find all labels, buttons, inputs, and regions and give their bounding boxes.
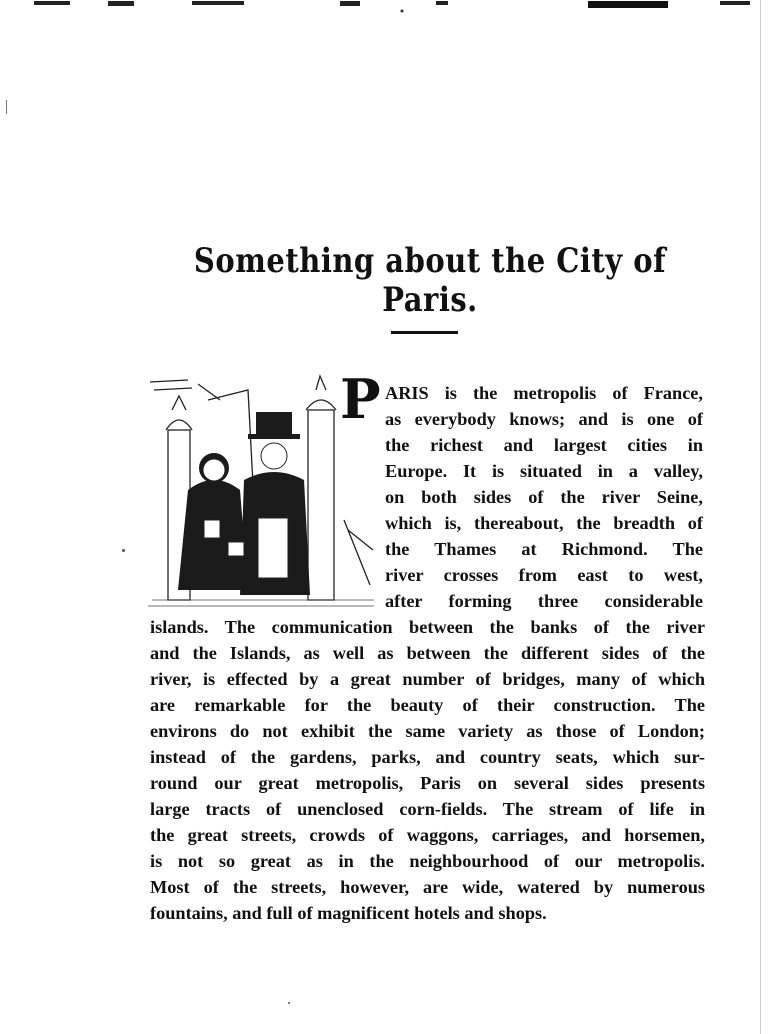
paragraph-line: the great streets, crowds of waggons, carriages, and horsemen, <box>150 825 705 845</box>
paragraph-line: is not so great as in the neighbourhood of our metropolis. <box>150 851 705 871</box>
paragraph-line: after forming three considerable <box>385 591 703 611</box>
paragraph-line: instead of the gardens, parks, and country seats, which sur- <box>150 747 705 767</box>
paragraph-line: which is, thereabout, the breadth of <box>385 513 703 533</box>
top-bleed-through <box>0 0 769 14</box>
paragraph-line: and the Islands, as well as between the different sides of the <box>150 643 705 663</box>
paragraph-line: as everybody knows; and is one of <box>385 409 703 429</box>
paragraph-line: round our great metropolis, Paris on several sides presents <box>150 773 705 793</box>
page-edge-line <box>760 0 761 1034</box>
paragraph-line: ARIS is the metropolis of France, <box>385 383 703 403</box>
paragraph-line: large tracts of unenclosed corn-fields. The stream of life in <box>150 799 705 819</box>
ink-speck <box>122 549 125 552</box>
margin-mark <box>6 100 7 114</box>
paragraph-line: on both sides of the river Seine, <box>385 487 703 507</box>
paragraph-line: the Thames at Richmond. The <box>385 539 703 559</box>
chapter-title: Something about the City of Paris. <box>193 240 667 320</box>
title-divider <box>391 331 458 334</box>
paragraph-line: fountains, and full of magnificent hotels and shops. <box>150 903 547 923</box>
paragraph-line: the richest and largest cities in <box>385 435 703 455</box>
drop-cap: P <box>340 367 381 431</box>
paragraph-line: islands. The communication between the banks of the river <box>150 617 705 637</box>
paragraph-line: Most of the streets, however, are wide, watered by numerous <box>150 877 705 897</box>
paragraph-line: Europe. It is situated in a valley, <box>385 461 703 481</box>
paragraph-line: environs do not exhibit the same variety as those of London; <box>150 721 705 741</box>
paragraph-line: river, is effected by a great number of bridges, many of which <box>150 669 705 689</box>
paragraph-line: are remarkable for the beauty of their construction. The <box>150 695 705 715</box>
ink-speck <box>288 1002 290 1004</box>
paragraph-line: river crosses from east to west, <box>385 565 703 585</box>
